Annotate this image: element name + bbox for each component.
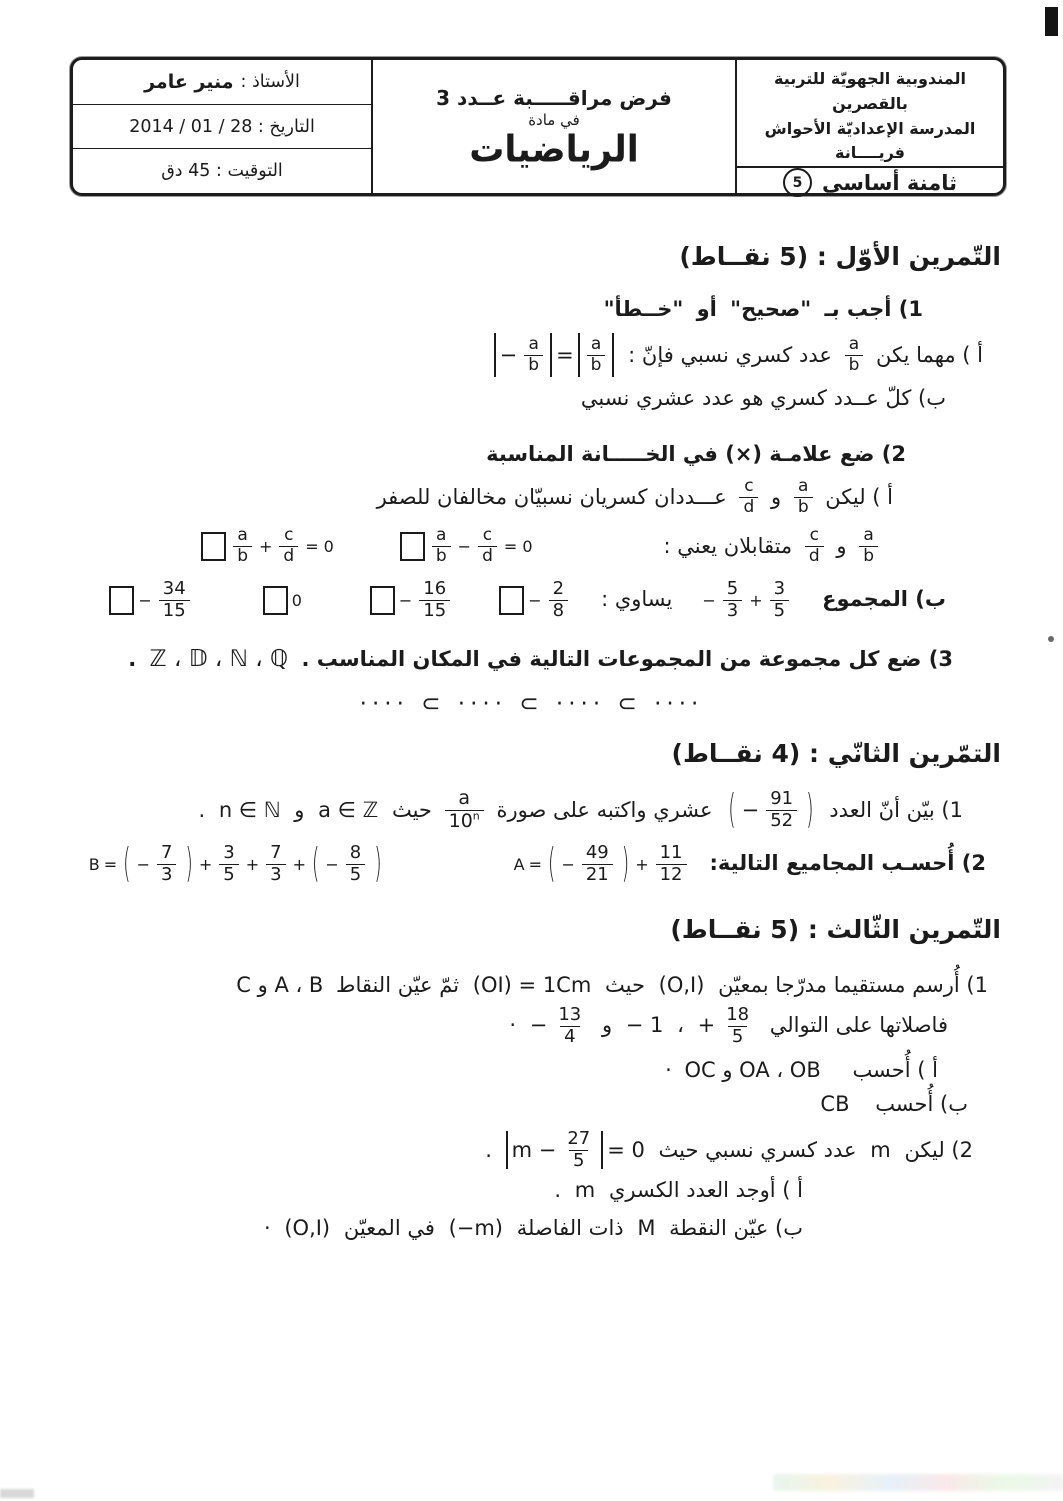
checkbox-difference-zero[interactable] — [400, 532, 425, 561]
end-dot: . — [128, 646, 137, 671]
equals-zero: = 0 — [305, 536, 334, 556]
ex1-q1-or: أو — [696, 296, 717, 321]
marker-OI: (O,I) — [658, 973, 705, 998]
sum-expression — [702, 577, 792, 621]
class-name: ثامنة أساسي — [821, 170, 958, 195]
fraction-a-over-10n: $\frac{a}{10^n}$ — [445, 789, 484, 832]
fraction-c-over-d: $\frac{c}{d}$ — [805, 527, 824, 566]
fraction-8-over-5: $\frac{8}{5}$ — [346, 844, 365, 885]
minus-sign: − — [325, 854, 339, 874]
option-minus-2-8 — [499, 577, 571, 621]
header-school-cell — [735, 60, 1003, 193]
ex1-title: التّمرين الأوّل : (5 نقــاط) — [679, 242, 1001, 271]
option-minus-34-15 — [109, 577, 192, 621]
fraction-16-over-15: $\frac{16}{15}$ — [419, 580, 450, 621]
ex3-q2b-pre: ب) عيّن النقطة — [669, 1215, 803, 1240]
equals-word: يساوي : — [601, 587, 673, 612]
ex1-q2a-options-row — [62, 524, 881, 566]
sum-A-expression — [513, 841, 690, 888]
where-word: حيث — [391, 797, 432, 822]
abs-m-minus-27-5 — [506, 1130, 645, 1171]
ex3-q1-then: ثمّ عيّن النقاط — [336, 973, 460, 998]
abscissa-minus-13-4 — [529, 1003, 589, 1047]
ex1-q2b-label: ب) المجموع — [822, 587, 946, 612]
left-paren: ( — [311, 841, 320, 888]
minus-sign: − — [138, 590, 152, 610]
ex1-q2: 2) ضع علامـة (×) في الخـــــانة المناسبة — [486, 441, 906, 466]
subject-intro: في مادة — [528, 110, 580, 129]
checkbox-minus-16-15[interactable] — [370, 586, 395, 615]
scan-corner-mark — [1045, 7, 1058, 36]
class-row — [737, 166, 1003, 197]
fraction-a-over-b: $\frac{a}{b}$ — [524, 336, 543, 375]
fraction-c-over-d: $\frac{c}{d}$ — [478, 527, 497, 566]
B-label: B — [88, 854, 100, 874]
right-paren: ) — [621, 841, 630, 888]
ex3-title: التّمرين الثّالث : (5 نقــاط) — [670, 914, 1001, 944]
end-dot: · — [263, 1215, 271, 1240]
zero-value: 0 — [291, 590, 302, 610]
m-minus: m − — [511, 1137, 557, 1162]
minus-sign: − — [702, 590, 716, 610]
ex3-q2-pre: 2) ليكن — [904, 1137, 973, 1162]
fraction-18-over-5: $\frac{18}{5}$ — [726, 1003, 750, 1047]
watermark-artifact — [773, 1474, 1063, 1491]
ex3-q2b-post: في المعيّن — [343, 1215, 435, 1240]
option-minus-16-15 — [370, 577, 453, 621]
header-table — [70, 57, 1006, 196]
ex1-q1-pre: 1) أجب بـ — [824, 296, 923, 321]
OI-equals-1cm: (OI) = 1Cm — [472, 973, 592, 998]
ex1-q1a-pre: أ ) مهما يكن — [876, 342, 983, 367]
left-paren: ( — [548, 841, 556, 888]
end-dot: · — [665, 1057, 672, 1082]
and-word: و — [770, 484, 782, 509]
ex2-q2-label: 2) أُحسـب المجاميع التالية: — [709, 851, 986, 876]
minus-sign: − — [561, 854, 575, 874]
ex2-q1 — [62, 786, 966, 833]
checkbox-sum-zero[interactable] — [201, 532, 226, 561]
ex1-q1-word-true: "صحيح" — [730, 296, 812, 321]
arabic-comma: ، — [677, 1013, 684, 1038]
marker-OI: (O,I) — [284, 1215, 331, 1240]
plus-sign: + — [292, 854, 306, 874]
opposites-statement — [661, 524, 881, 566]
abscissa-minus-1: − 1 — [625, 1013, 664, 1038]
fraction-11-over-12: $\frac{11}{12}$ — [656, 844, 687, 885]
neg-m-abscissa: (−m) — [448, 1215, 504, 1240]
ex3-q2-mid: عدد كسري نسبي حيث — [658, 1137, 857, 1162]
school-line2: المدرسة الإعداديّة الأحواش — [764, 118, 976, 138]
minus-sign: − — [136, 854, 150, 874]
plus-sign: + — [245, 854, 260, 874]
exam-body — [0, 236, 1063, 1244]
ex3-q1-line1 — [62, 970, 991, 1002]
ex3-q1-l2-pre: فاصلاتها على التوالي — [769, 1013, 948, 1038]
fraction-7-over-3: $\frac{7}{3}$ — [157, 844, 176, 885]
ex1-q3-text: 3) ضع كل مجموعة من المجموعات التالية في المكان المناسب . — [301, 646, 953, 671]
scan-blot — [0, 1489, 34, 1498]
neg-fraction-91-52 — [726, 786, 815, 833]
right-paren: ) — [185, 841, 193, 888]
fraction-a-over-b: $\frac{a}{b}$ — [845, 336, 864, 375]
equals-zero: = 0 — [607, 1137, 645, 1162]
left-paren: ( — [123, 841, 131, 888]
option-sum-zero — [201, 524, 334, 566]
option-zero — [263, 586, 302, 615]
fraction-49-over-21: $\frac{49}{21}$ — [582, 844, 613, 885]
fraction-a-over-b: a b — [233, 527, 252, 566]
ex1-q2a-post: عـــددان كسريان نسبيّان مخالفان للصفر — [376, 484, 727, 509]
points-ABC: A ، B و C — [236, 973, 324, 998]
and-word: و — [601, 1013, 613, 1038]
fraction-91-over-52: $\frac{91}{52}$ — [766, 790, 797, 831]
equals-sign: = — [528, 854, 543, 874]
ex1-q1a-post: عدد كسري نسبي فإنّ : — [628, 342, 832, 367]
ex3-q1b — [62, 1088, 971, 1120]
ex3-q2a — [62, 1175, 806, 1207]
end-dot: . — [198, 797, 206, 822]
date-row: التاريخ : 28 / 01 / 2014 — [73, 104, 371, 149]
n-in-N: n ∈ ℕ — [218, 797, 281, 822]
ex3-q2b-mid: ذات الفاصلة — [516, 1215, 624, 1240]
fraction-3-over-5: $\frac{3}{5}$ — [770, 580, 789, 621]
ex3-q1b-pre: ب) أُحسب — [875, 1091, 968, 1116]
school-info — [737, 60, 1003, 166]
distances-OA-OB-OC: OA ، OB و OC — [684, 1057, 821, 1082]
left-paren: ( — [728, 786, 736, 833]
right-paren: ) — [806, 786, 814, 833]
and-word: و — [836, 533, 847, 558]
ex1-q2b-options-row — [62, 577, 946, 621]
fraction-c-over-d: $\frac{c}{d}$ — [279, 527, 298, 566]
opposites-text: متقابلان يعني : — [663, 533, 793, 558]
fraction-5-over-3: $\frac{5}{3}$ — [723, 580, 742, 621]
minus-sign: − — [528, 590, 542, 610]
ex1-q1-word-false: "خــطأ" — [603, 296, 684, 321]
plus-sign: + — [635, 854, 649, 874]
checkbox-minus-34-15[interactable] — [109, 586, 134, 615]
ex3-q1a — [62, 1055, 941, 1087]
fraction-27-over-5: $\frac{27}{5}$ — [567, 1128, 591, 1171]
checkbox-zero[interactable] — [263, 586, 288, 615]
ex3-q2b — [62, 1213, 806, 1245]
checkbox-minus-2-8[interactable] — [499, 586, 524, 615]
fraction-7-over-3: $\frac{7}{3}$ — [266, 844, 285, 885]
fraction-c-over-d: $\frac{c}{d}$ — [739, 478, 758, 517]
end-dot: . — [554, 1178, 562, 1203]
subset-chain: ···· ⊂ ···· ⊂ ···· ⊂ ···· — [359, 690, 704, 717]
class-number-badge: 5 — [783, 168, 812, 197]
end-dot: · — [509, 1013, 517, 1038]
ex1-q2a — [62, 478, 896, 517]
distance-CB: CB — [820, 1091, 850, 1116]
a-in-Z: a ∈ ℤ — [318, 797, 379, 822]
plus-sign: + — [697, 1013, 716, 1038]
ex1-q2a-pre: أ ) ليكن — [825, 484, 893, 509]
ex1-q1a — [62, 333, 986, 377]
fraction-a-over-b: $\frac{a}{b}$ — [794, 478, 813, 517]
ex2-q2 — [62, 841, 986, 888]
abscissa-plus-18-5 — [697, 1003, 757, 1047]
ex3-q1-pre: 1) أُرسم مستقيما مدرّجا بمعيّن — [718, 973, 988, 998]
time-row: التوقيت : 45 دق — [73, 148, 371, 193]
ex1-q1 — [62, 294, 926, 326]
equals-zero: = 0 — [503, 536, 533, 556]
ex2-q1-mid: عشري واكتبه على صورة — [496, 797, 713, 822]
fraction-34-over-15: $\frac{34}{15}$ — [159, 580, 190, 621]
subject-title: الرياضيات — [469, 128, 639, 171]
equals-sign: = — [103, 854, 118, 874]
school-line3: فريــــانة — [834, 143, 906, 163]
minus-sign: − — [529, 1013, 548, 1038]
minus-sign: − — [398, 590, 413, 610]
end-dot: . — [485, 1137, 492, 1162]
plus-sign: + — [258, 536, 273, 556]
ex3-q1-line2 — [62, 1003, 951, 1047]
fraction-3-over-5: $\frac{3}{5}$ — [219, 844, 238, 885]
ex1-q3 — [62, 642, 956, 677]
exam-type: فرض مراقـــــبة عــدد 3 — [436, 85, 672, 110]
right-paren: ) — [374, 841, 382, 888]
M-point: M — [637, 1215, 656, 1240]
teacher-name: منير عامر — [144, 70, 234, 93]
ex3-q2a-pre: أ ) أوجد العدد الكسري — [608, 1178, 803, 1203]
plus-sign: + — [198, 854, 213, 874]
A-label: A — [513, 854, 525, 874]
teacher-label: الأستاذ : — [240, 71, 300, 92]
where-word: حيث — [605, 973, 645, 998]
plus-sign: + — [749, 590, 763, 610]
option-difference-zero — [400, 524, 533, 566]
sum-B-expression — [88, 841, 384, 888]
abs-value-equation: − $\frac{a}{b}$ = a b — [494, 333, 615, 377]
fraction-13-over-4: $\frac{13}{4}$ — [558, 1003, 582, 1047]
ex3-q2 — [62, 1130, 976, 1171]
fraction-a-over-b: $\frac{a}{b}$ — [859, 527, 878, 566]
fraction-2-over-8: $\frac{2}{8}$ — [549, 580, 568, 621]
ex3-q1a-pre: أ ) أُحسب — [852, 1057, 938, 1082]
minus-sign: − — [741, 797, 760, 822]
number-sets: ℤ ، 𝔻 ، ℕ ، ℚ — [149, 646, 289, 673]
ex2-title: التمّرين الثانّي : (4 نقــاط) — [671, 739, 1001, 769]
m-variable: m — [574, 1178, 596, 1203]
fraction-a-over-b: a b — [432, 527, 451, 566]
header-exam-cell — [371, 60, 735, 193]
school-line1: المندوبية الجهويّة للتربية بالقصرين — [774, 69, 966, 113]
minus-sign: − — [457, 536, 472, 556]
ex2-q1-pre: 1) بيّن أنّ العدد — [829, 797, 963, 822]
header-teacher-cell — [73, 60, 371, 193]
teacher-row — [73, 60, 371, 104]
m-variable: m — [870, 1137, 891, 1162]
fraction-a-over-b: a b — [587, 336, 606, 375]
ex1-q1b: ب) كلّ عــدد كسري هو عدد عشري نسبي — [580, 386, 946, 411]
and-word: و — [294, 797, 305, 822]
